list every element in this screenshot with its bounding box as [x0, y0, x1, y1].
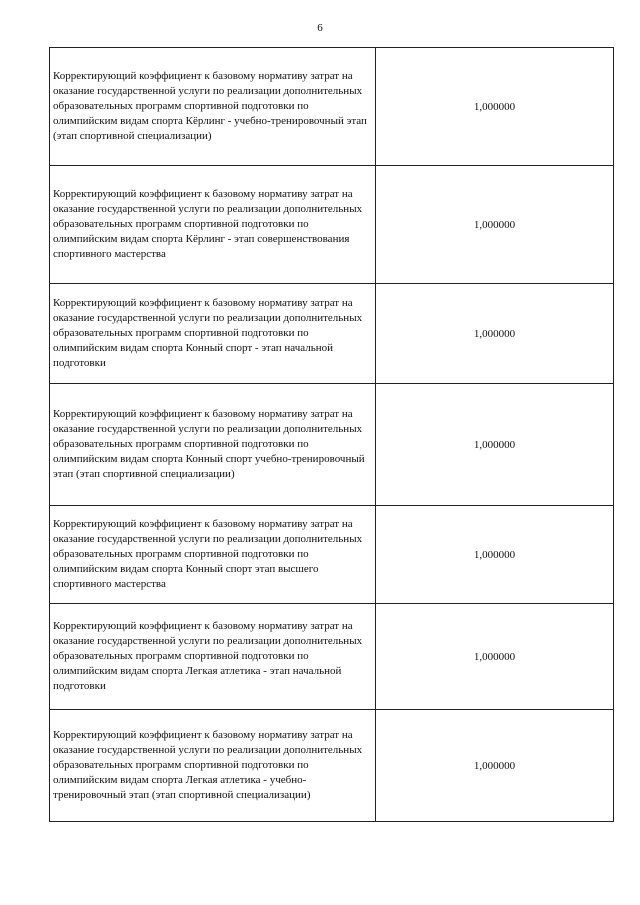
row-description: Корректирующий коэффициент к базовому нормативу затрат на оказание государственной услуги по реализации дополнительных образовательных программ спортивной подготовки по олимпийским видам спорта Легкая атлетика - этап начальной подготовки	[50, 604, 376, 710]
page-number: 6	[317, 22, 323, 34]
table-row	[50, 506, 614, 604]
row-value: 1,000000	[376, 384, 614, 506]
row-value: 1,000000	[376, 710, 614, 822]
row-description: Корректирующий коэффициент к базовому нормативу затрат на оказание государственной услуги по реализации дополнительных образовательных программ спортивной подготовки по олимпийским видам спорта Конный спорт - этап начальной подготовки	[50, 284, 376, 384]
row-value: 1,000000	[376, 48, 614, 166]
table-row	[50, 384, 614, 506]
row-description: Корректирующий коэффициент к базовому нормативу затрат на оказание государственной услуги по реализации дополнительных образовательных программ спортивной подготовки по олимпийским видам спорта Кёрлинг - учебно-тренировочный этап (этап спортивной специализации)	[50, 48, 376, 166]
row-description: Корректирующий коэффициент к базовому нормативу затрат на оказание государственной услуги по реализации дополнительных образовательных программ спортивной подготовки по олимпийским видам спорта Конный спорт учебно-тренировочный этап (этап спортивной специализации)	[50, 384, 376, 506]
row-description: Корректирующий коэффициент к базовому нормативу затрат на оказание государственной услуги по реализации дополнительных образовательных программ спортивной подготовки по олимпийским видам спорта Легкая атлетика - учебно-тренировочный этап (этап спортивной специализации)	[50, 710, 376, 822]
row-value: 1,000000	[376, 506, 614, 604]
row-value: 1,000000	[376, 604, 614, 710]
table-row	[50, 48, 614, 166]
table-row	[50, 166, 614, 284]
row-value: 1,000000	[376, 166, 614, 284]
row-value: 1,000000	[376, 284, 614, 384]
table-row	[50, 604, 614, 710]
coefficient-table	[49, 47, 614, 822]
table-row	[50, 710, 614, 822]
row-description: Корректирующий коэффициент к базовому нормативу затрат на оказание государственной услуги по реализации дополнительных образовательных программ спортивной подготовки по олимпийским видам спорта Кёрлинг - этап совершенствования спортивного мастерства	[50, 166, 376, 284]
row-description: Корректирующий коэффициент к базовому нормативу затрат на оказание государственной услуги по реализации дополнительных образовательных программ спортивной подготовки по олимпийским видам спорта Конный спорт этап высшего спортивного мастерства	[50, 506, 376, 604]
table-row	[50, 284, 614, 384]
